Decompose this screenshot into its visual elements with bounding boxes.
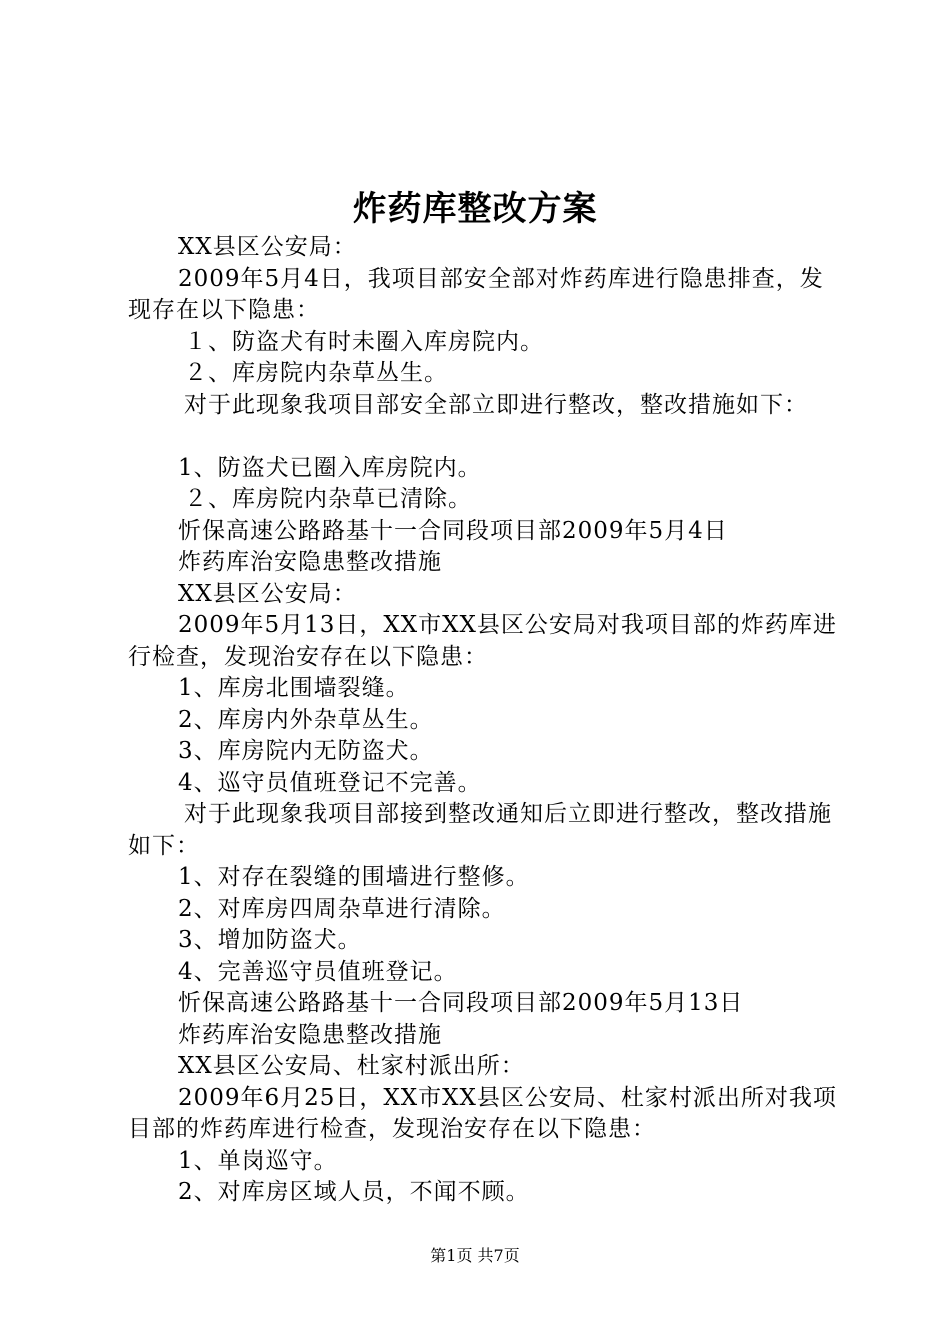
list-item: 1、对存在裂缝的围墙进行整修。 xyxy=(178,864,530,890)
list-item: 1、库房北围墙裂缝。 xyxy=(178,675,410,701)
salutation: XX县区公安局、杜家村派出所： xyxy=(178,1053,525,1079)
signature-line: 忻保高速公路路基十一合同段项目部2009年5月13日 xyxy=(178,990,744,1016)
document-body xyxy=(128,232,838,1209)
list-item: ２、库房院内杂草已清除。 xyxy=(184,486,472,512)
signature-line: 忻保高速公路路基十一合同段项目部2009年5月4日 xyxy=(178,517,728,544)
body-paragraph: 2009年5月4日，我项目部安全部对炸药库进行隐患排查，发现存在以下隐患： xyxy=(128,265,824,323)
document-title: 炸药库整改方案 xyxy=(352,189,598,229)
list-item: 2、对库房区域人员，不闻不顾。 xyxy=(178,1179,530,1205)
list-item: 4、巡守员值班登记不完善。 xyxy=(178,769,482,796)
list-item: ２、库房院内杂草丛生。 xyxy=(184,360,448,386)
list-item: 1、单岗巡守。 xyxy=(178,1147,338,1174)
page-footer: 第1页 共7页 xyxy=(430,1246,520,1265)
blank-line xyxy=(128,421,838,453)
salutation: XX县区公安局： xyxy=(178,234,357,260)
list-item: 3、增加防盗犬。 xyxy=(178,927,362,953)
body-paragraph: 2009年5月13日，XX市XX县区公安局对我项目部的炸药库进行检查，发现治安存在以下隐患： xyxy=(128,612,837,670)
list-item: 3、库房院内无防盗犬。 xyxy=(178,738,434,764)
list-item: 2、库房内外杂草丛生。 xyxy=(178,706,434,733)
section-heading: 炸药库治安隐患整改措施 xyxy=(178,549,442,575)
list-item: 2、对库房四周杂草进行清除。 xyxy=(178,895,506,922)
list-item: １、防盗犬有时未圈入库房院内。 xyxy=(184,328,544,355)
body-paragraph: 2009年6月25日，XX市XX县区公安局、杜家村派出所对我项目部的炸药库进行检查，发现治安存在以下隐患： xyxy=(128,1084,837,1142)
section-heading: 炸药库治安隐患整改措施 xyxy=(178,1021,442,1048)
body-paragraph: 对于此现象我项目部接到整改通知后立即进行整改，整改措施如下： xyxy=(128,801,832,859)
list-item: 1、防盗犬已圈入库房院内。 xyxy=(178,454,482,481)
salutation: XX县区公安局： xyxy=(178,580,357,607)
body-paragraph: 对于此现象我项目部安全部立即进行整改，整改措施如下： xyxy=(184,391,808,418)
list-item: 4、完善巡守员值班登记。 xyxy=(178,958,458,985)
